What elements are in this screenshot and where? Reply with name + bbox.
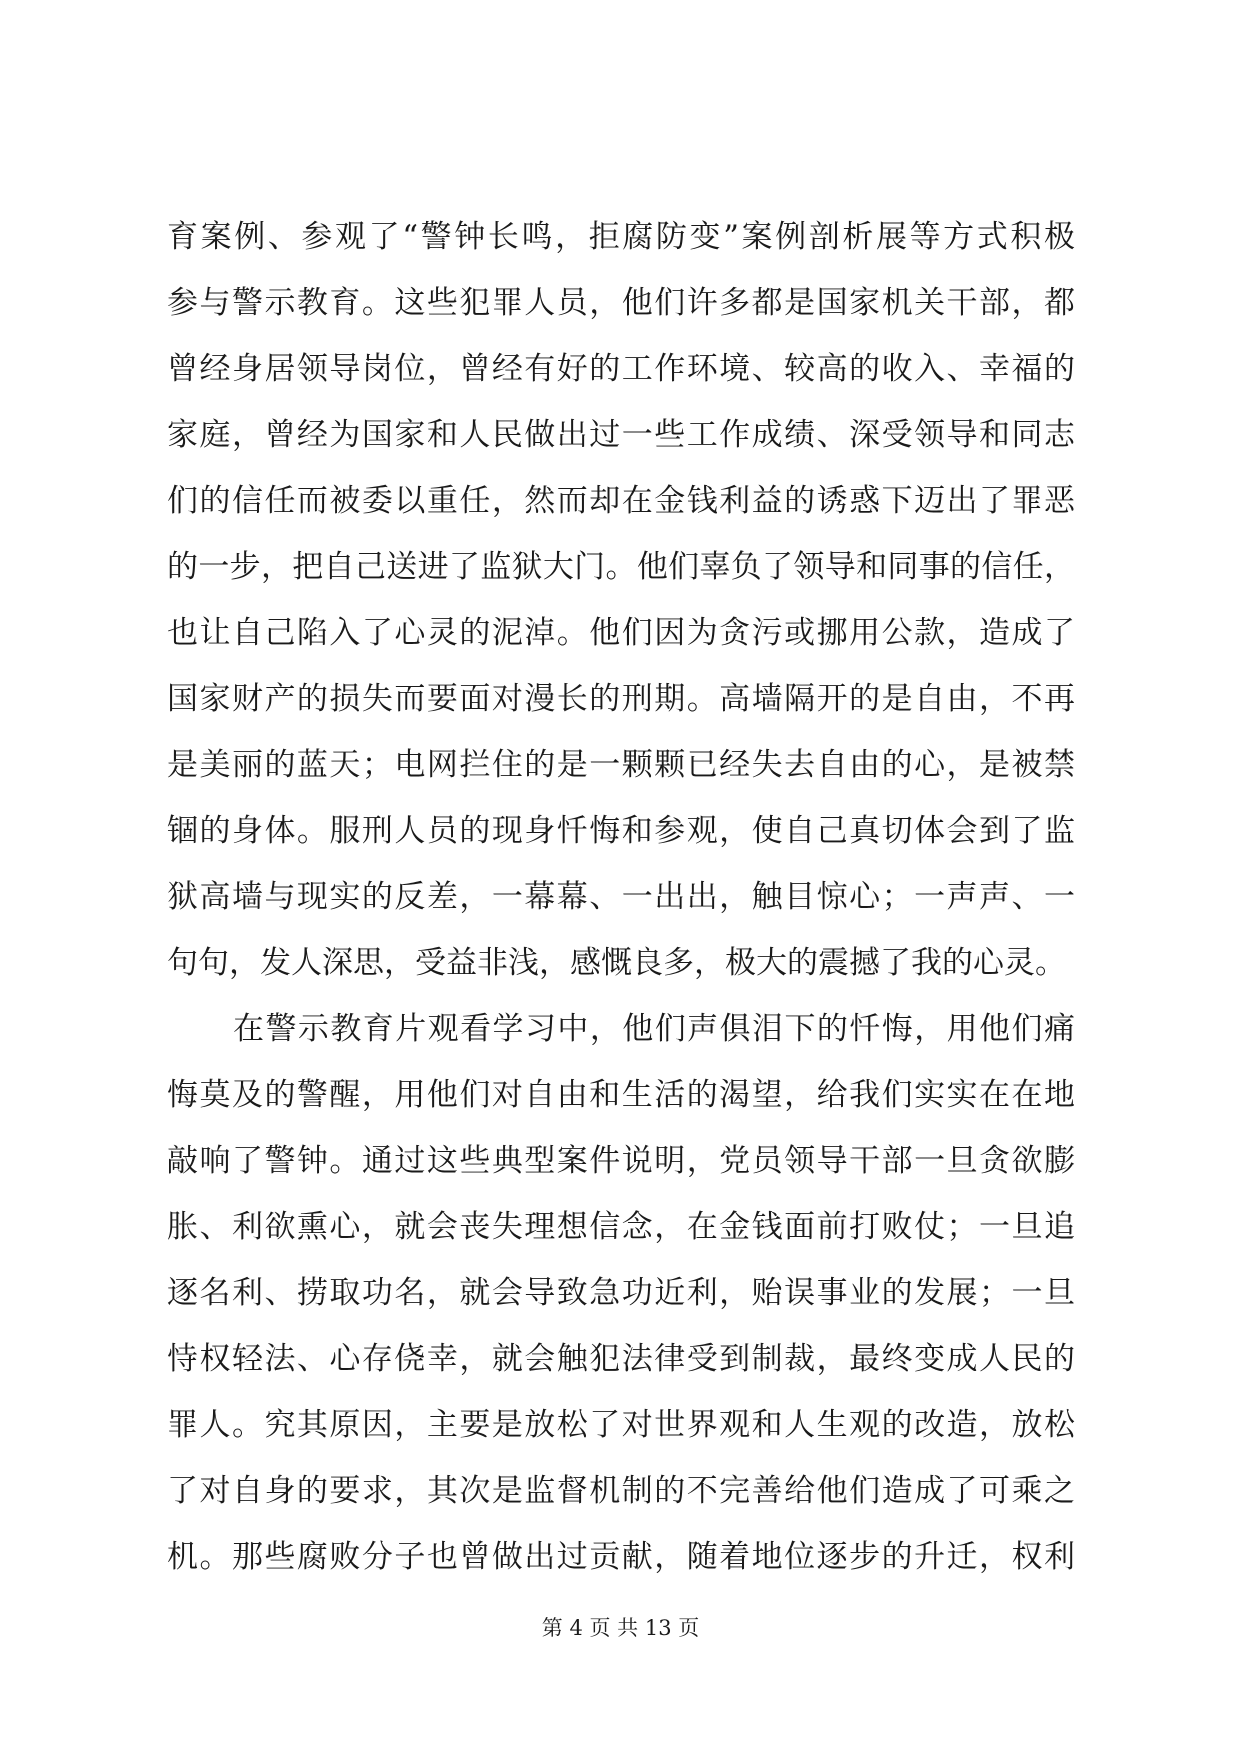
- text-line: 逐名利、捞取功名，就会导致急功近利，贻误事业的发展；一旦: [167, 1275, 1075, 1311]
- text-line: 恃权轻法、心存侥幸，就会触犯法律受到制裁，最终变成人民的: [167, 1341, 1075, 1377]
- text-line: 国家财产的损失而要面对漫长的刑期。高墙隔开的是自由，不再: [167, 681, 1075, 717]
- text-line: 罪人。究其原因，主要是放松了对世界观和人生观的改造，放松: [167, 1407, 1075, 1443]
- text-line: 也让自己陷入了心灵的泥淖。他们因为贪污或挪用公款，造成了: [167, 615, 1075, 651]
- text-line: 了对自身的要求，其次是监督机制的不完善给他们造成了可乘之: [167, 1473, 1075, 1509]
- text-line: 曾经身居领导岗位，曾经有好的工作环境、较高的收入、幸福的: [167, 351, 1075, 387]
- text-line: 狱高墙与现实的反差，一幕幕、一出出，触目惊心；一声声、一: [167, 879, 1075, 915]
- text-line: 育案例、参观了“警钟长鸣，拒腐防变”案例剖析展等方式积极: [167, 219, 1075, 255]
- text-line: 在警示教育片观看学习中，他们声俱泪下的忏悔，用他们痛: [233, 1011, 1075, 1047]
- text-line: 胀、利欲熏心，就会丧失理想信念，在金钱面前打败仗；一旦追: [167, 1209, 1075, 1245]
- page-number-footer: 第 4 页 共 13 页: [541, 1616, 700, 1640]
- text-line: 们的信任而被委以重任，然而却在金钱利益的诱惑下迈出了罪恶: [167, 483, 1075, 519]
- text-line: 锢的身体。服刑人员的现身忏悔和参观，使自己真切体会到了监: [167, 813, 1075, 849]
- text-line: 家庭，曾经为国家和人民做出过一些工作成绩、深受领导和同志: [167, 417, 1075, 453]
- text-line: 机。那些腐败分子也曾做出过贡献，随着地位逐步的升迁，权利: [167, 1539, 1075, 1575]
- text-line: 参与警示教育。这些犯罪人员，他们许多都是国家机关干部，都: [167, 285, 1075, 321]
- paragraph-2: [167, 996, 1075, 1590]
- text-line: 句句，发人深思，受益非浅，感慨良多，极大的震撼了我的心灵。: [167, 945, 1066, 981]
- text-line: 悔莫及的警醒，用他们对自由和生活的渴望，给我们实实在在地: [167, 1077, 1075, 1113]
- paragraph-1: [167, 204, 1075, 996]
- text-line: 的一步，把自己送进了监狱大门。他们辜负了领导和同事的信任，: [167, 549, 1075, 585]
- body-text: [167, 204, 1075, 1590]
- text-line: 是美丽的蓝天；电网拦住的是一颗颗已经失去自由的心，是被禁: [167, 747, 1075, 783]
- text-line: 敲响了警钟。通过这些典型案件说明，党员领导干部一旦贪欲膨: [167, 1143, 1075, 1179]
